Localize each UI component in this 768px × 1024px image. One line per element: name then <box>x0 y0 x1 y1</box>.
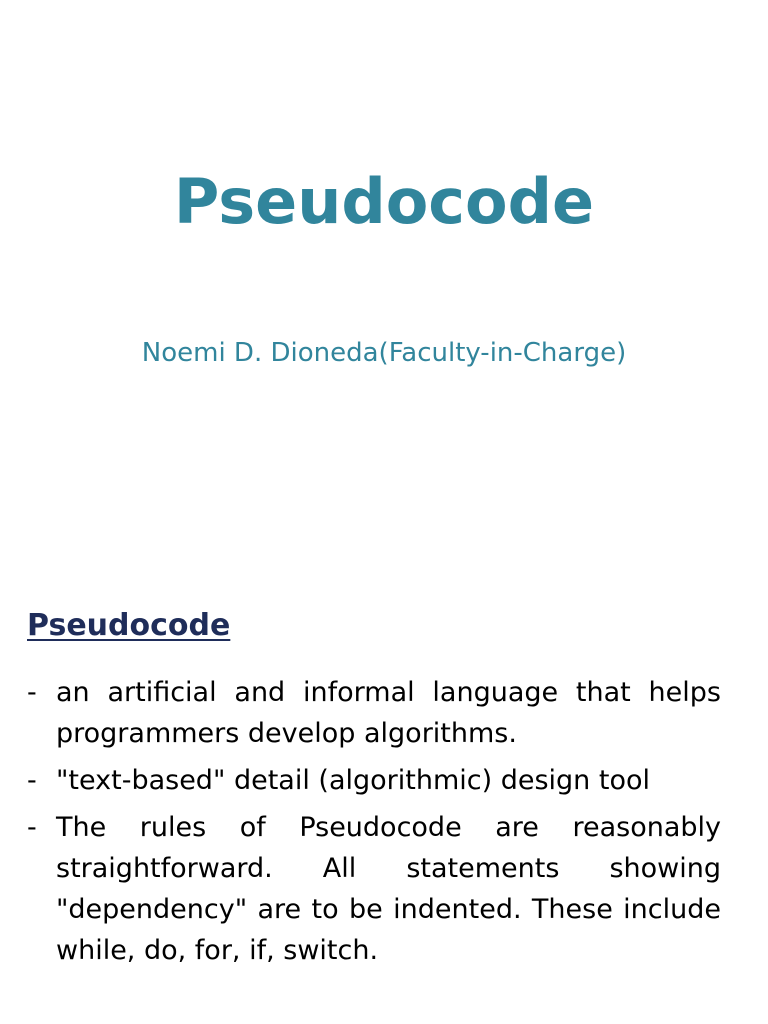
bullet-item <box>27 672 721 754</box>
bullet-text: "text-based" detail (algorithmic) design tool <box>56 765 650 796</box>
dash-bullet-icon: - <box>27 812 37 843</box>
section-heading: Pseudocode <box>27 608 231 643</box>
slide-subtitle: Noemi D. Dioneda(Faculty-in-Charge) <box>141 338 627 368</box>
bullet-list <box>27 672 721 977</box>
bullet-item <box>27 760 721 801</box>
bullet-item <box>27 807 721 971</box>
bullet-text: an artificial and informal language that helps programmers develop algorithms. <box>56 677 721 749</box>
slide-title: Pseudocode <box>173 165 595 238</box>
dash-bullet-icon: - <box>27 765 37 796</box>
bullet-text: The rules of Pseudocode are reasonably straightforward. All statements showing "dependency" are to be indented. These include while, do, for, if, switch. <box>56 812 721 966</box>
dash-bullet-icon: - <box>27 677 37 708</box>
